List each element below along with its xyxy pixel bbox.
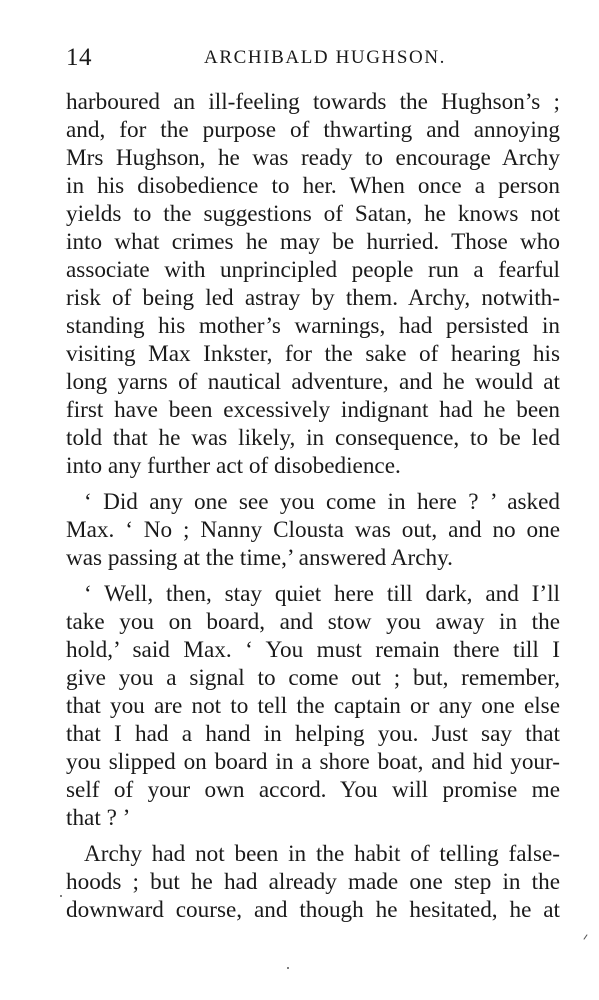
text-line: visiting Max Inkster, for the sake of hearing his xyxy=(66,341,560,367)
paragraph-3 xyxy=(66,580,560,832)
scan-speck xyxy=(287,967,289,969)
scan-speck xyxy=(60,895,62,897)
text-line: you slipped on board in a shore boat, and hid your- xyxy=(66,749,560,775)
text-line: ‘ Did any one see you come in here ? ’ asked xyxy=(84,489,560,515)
text-line: yields to the suggestions of Satan, he knows not xyxy=(66,201,560,227)
text-line: and, for the purpose of thwarting and annoying xyxy=(66,117,560,143)
text-line: standing his mother’s warnings, had persisted in xyxy=(66,313,560,339)
text-line: into what crimes he may be hurried. Those who xyxy=(66,229,560,255)
text-line: in his disobedience to her. When once a person xyxy=(66,173,560,199)
text-line: hold,’ said Max. ‘ You must remain there till I xyxy=(66,637,560,663)
body-text xyxy=(66,88,560,924)
page-number: 14 xyxy=(66,44,92,71)
text-line: told that he was likely, in consequence, to be led xyxy=(66,425,560,451)
text-line: was passing at the time,’ answered Archy. xyxy=(66,545,453,571)
text-line: ‘ Well, then, stay quiet here till dark, and I’ll xyxy=(84,581,560,607)
paragraph-4 xyxy=(66,840,560,924)
scan-speck xyxy=(583,934,587,939)
text-line: Archy had not been in the habit of telling false- xyxy=(84,841,560,867)
text-line: that ? ’ xyxy=(66,805,131,831)
text-line: self of your own accord. You will promise me xyxy=(66,777,560,803)
text-line: give you a signal to come out ; but, remember, xyxy=(66,665,560,691)
text-line: that you are not to tell the captain or any one else xyxy=(66,693,560,719)
text-line: Max. ‘ No ; Nanny Clousta was out, and no one xyxy=(66,517,560,543)
text-line: first have been excessively indignant had he been xyxy=(66,397,560,423)
text-line: associate with unprincipled people run a fearful xyxy=(66,257,560,283)
text-line: take you on board, and stow you away in the xyxy=(66,609,560,635)
text-line: into any further act of disobedience. xyxy=(66,453,401,479)
text-line: that I had a hand in helping you. Just say that xyxy=(66,721,560,747)
paragraph-1 xyxy=(66,88,560,480)
text-line: hoods ; but he had already made one step in the xyxy=(66,869,560,895)
paragraph-2 xyxy=(66,488,560,572)
text-line: risk of being led astray by them. Archy, notwith- xyxy=(66,285,560,311)
text-line: harboured an ill-feeling towards the Hughson’s ; xyxy=(66,89,560,115)
running-head: ARCHIBALD HUGHSON. xyxy=(204,47,447,68)
text-line: downward course, and though he hesitated, he at xyxy=(66,897,560,923)
text-line: long yarns of nautical adventure, and he would at xyxy=(66,369,560,395)
text-line: Mrs Hughson, he was ready to encourage Archy xyxy=(66,145,560,171)
page-header xyxy=(66,44,560,78)
